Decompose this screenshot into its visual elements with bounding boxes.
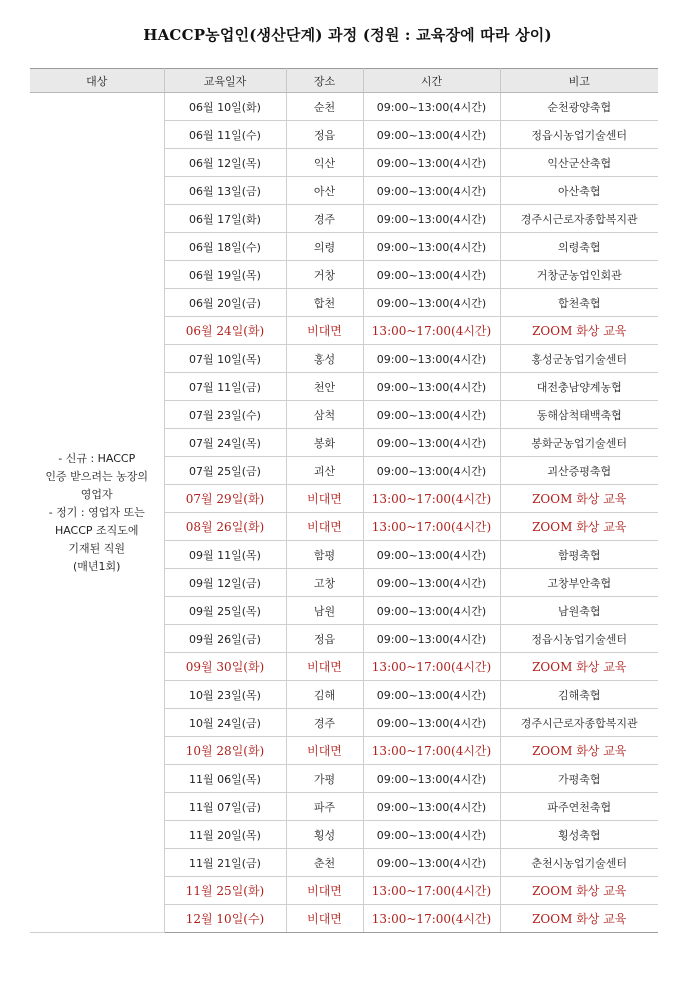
time-cell: 09:00~13:00(4시간) <box>363 569 500 597</box>
note-cell: 정읍시농업기술센터 <box>500 121 658 149</box>
time-cell: 09:00~13:00(4시간) <box>363 233 500 261</box>
place-cell: 홍성 <box>286 345 363 373</box>
place-cell: 비대면 <box>286 653 363 681</box>
date-cell: 06월 10일(화) <box>164 93 286 121</box>
place-cell: 경주 <box>286 205 363 233</box>
note-cell: 괴산증평축협 <box>500 457 658 485</box>
time-cell: 09:00~13:00(4시간) <box>363 149 500 177</box>
place-cell: 의령 <box>286 233 363 261</box>
target-line: - 정기 : 영업자 또는 <box>48 505 145 519</box>
time-cell: 09:00~13:00(4시간) <box>363 289 500 317</box>
date-cell: 06월 18일(수) <box>164 233 286 261</box>
place-cell: 김해 <box>286 681 363 709</box>
header-time: 시간 <box>363 69 500 93</box>
note-cell: 의령축협 <box>500 233 658 261</box>
time-cell: 09:00~13:00(4시간) <box>363 345 500 373</box>
time-cell: 09:00~13:00(4시간) <box>363 373 500 401</box>
note-cell: 경주시근로자종합복지관 <box>500 709 658 737</box>
schedule-table-header <box>30 69 658 93</box>
header-date: 교육일자 <box>164 69 286 93</box>
date-cell: 11월 06일(목) <box>164 765 286 793</box>
page-title: HACCP농업인(생산단계) 과정 (정원 : 교육장에 따라 상이) <box>143 26 552 44</box>
place-cell: 익산 <box>286 149 363 177</box>
note-cell: 김해축협 <box>500 681 658 709</box>
place-cell: 횡성 <box>286 821 363 849</box>
date-cell: 09월 30일(화) <box>164 653 286 681</box>
time-cell: 09:00~13:00(4시간) <box>363 177 500 205</box>
place-cell: 비대면 <box>286 317 363 345</box>
date-cell: 07월 25일(금) <box>164 457 286 485</box>
place-cell: 춘천 <box>286 849 363 877</box>
place-cell: 경주 <box>286 709 363 737</box>
note-cell: ZOOM 화상 교육 <box>500 653 658 681</box>
date-cell: 07월 10일(목) <box>164 345 286 373</box>
target-line: - 신규 : HACCP <box>58 451 136 465</box>
time-cell: 09:00~13:00(4시간) <box>363 205 500 233</box>
time-cell: 09:00~13:00(4시간) <box>363 821 500 849</box>
place-cell: 고창 <box>286 569 363 597</box>
date-cell: 11월 25일(화) <box>164 877 286 905</box>
date-cell: 11월 21일(금) <box>164 849 286 877</box>
date-cell: 09월 12일(금) <box>164 569 286 597</box>
target-line: 인증 받으려는 농장의 <box>45 469 149 483</box>
time-cell: 09:00~13:00(4시간) <box>363 121 500 149</box>
time-cell: 09:00~13:00(4시간) <box>363 681 500 709</box>
note-cell: 경주시근로자종합복지관 <box>500 205 658 233</box>
note-cell: 함평축협 <box>500 541 658 569</box>
date-cell: 06월 19일(목) <box>164 261 286 289</box>
time-cell: 13:00~17:00(4시간) <box>363 737 500 765</box>
note-cell: 횡성축협 <box>500 821 658 849</box>
schedule-table-body <box>30 93 658 933</box>
date-cell: 08월 26일(화) <box>164 513 286 541</box>
date-cell: 06월 24일(화) <box>164 317 286 345</box>
note-cell: 고창부안축협 <box>500 569 658 597</box>
place-cell: 가평 <box>286 765 363 793</box>
note-cell: 순천광양축협 <box>500 93 658 121</box>
place-cell: 천안 <box>286 373 363 401</box>
date-cell: 10월 23일(목) <box>164 681 286 709</box>
time-cell: 13:00~17:00(4시간) <box>363 905 500 933</box>
time-cell: 09:00~13:00(4시간) <box>363 597 500 625</box>
date-cell: 10월 28일(화) <box>164 737 286 765</box>
place-cell: 비대면 <box>286 877 363 905</box>
note-cell: 정읍시농업기술센터 <box>500 625 658 653</box>
time-cell: 09:00~13:00(4시간) <box>363 849 500 877</box>
note-cell: ZOOM 화상 교육 <box>500 905 658 933</box>
time-cell: 09:00~13:00(4시간) <box>363 401 500 429</box>
note-cell: 가평축협 <box>500 765 658 793</box>
place-cell: 아산 <box>286 177 363 205</box>
date-cell: 07월 11일(금) <box>164 373 286 401</box>
time-cell: 13:00~17:00(4시간) <box>363 317 500 345</box>
note-cell: ZOOM 화상 교육 <box>500 877 658 905</box>
target-cell <box>30 93 164 933</box>
note-cell: 아산축협 <box>500 177 658 205</box>
note-cell: ZOOM 화상 교육 <box>500 317 658 345</box>
place-cell: 남원 <box>286 597 363 625</box>
time-cell: 09:00~13:00(4시간) <box>363 625 500 653</box>
target-line: 기재된 직원 <box>68 541 126 555</box>
date-cell: 07월 23일(수) <box>164 401 286 429</box>
date-cell: 06월 17일(화) <box>164 205 286 233</box>
note-cell: ZOOM 화상 교육 <box>500 737 658 765</box>
place-cell: 비대면 <box>286 485 363 513</box>
header-note: 비고 <box>500 69 658 93</box>
date-cell: 06월 11일(수) <box>164 121 286 149</box>
place-cell: 괴산 <box>286 457 363 485</box>
date-cell: 06월 12일(목) <box>164 149 286 177</box>
note-cell: ZOOM 화상 교육 <box>500 485 658 513</box>
date-cell: 06월 13일(금) <box>164 177 286 205</box>
note-cell: 대전충남양계농협 <box>500 373 658 401</box>
time-cell: 09:00~13:00(4시간) <box>363 765 500 793</box>
target-line: 영업자 <box>80 487 113 501</box>
header-place: 장소 <box>286 69 363 93</box>
place-cell: 거창 <box>286 261 363 289</box>
target-line: HACCP 조직도에 <box>54 523 139 537</box>
time-cell: 09:00~13:00(4시간) <box>363 261 500 289</box>
date-cell: 10월 24일(금) <box>164 709 286 737</box>
time-cell: 09:00~13:00(4시간) <box>363 793 500 821</box>
time-cell: 09:00~13:00(4시간) <box>363 93 500 121</box>
place-cell: 순천 <box>286 93 363 121</box>
place-cell: 비대면 <box>286 905 363 933</box>
date-cell: 06월 20일(금) <box>164 289 286 317</box>
place-cell: 합천 <box>286 289 363 317</box>
note-cell: 파주연천축협 <box>500 793 658 821</box>
header-row <box>30 69 658 93</box>
note-cell: 남원축협 <box>500 597 658 625</box>
note-cell: 합천축협 <box>500 289 658 317</box>
note-cell: 춘천시농업기술센터 <box>500 849 658 877</box>
header-target: 대상 <box>30 69 164 93</box>
time-cell: 09:00~13:00(4시간) <box>363 457 500 485</box>
date-cell: 07월 29일(화) <box>164 485 286 513</box>
time-cell: 09:00~13:00(4시간) <box>363 709 500 737</box>
place-cell: 파주 <box>286 793 363 821</box>
place-cell: 비대면 <box>286 737 363 765</box>
date-cell: 09월 11일(목) <box>164 541 286 569</box>
place-cell: 비대면 <box>286 513 363 541</box>
place-cell: 함평 <box>286 541 363 569</box>
time-cell: 13:00~17:00(4시간) <box>363 653 500 681</box>
note-cell: 동해삼척태백축협 <box>500 401 658 429</box>
date-cell: 09월 26일(금) <box>164 625 286 653</box>
date-cell: 11월 07일(금) <box>164 793 286 821</box>
date-cell: 11월 20일(목) <box>164 821 286 849</box>
place-cell: 봉화 <box>286 429 363 457</box>
note-cell: ZOOM 화상 교육 <box>500 513 658 541</box>
note-cell: 봉화군농업기술센터 <box>500 429 658 457</box>
place-cell: 정읍 <box>286 121 363 149</box>
table-row <box>30 93 658 121</box>
target-line: (매년1회) <box>73 559 121 573</box>
date-cell: 12월 10일(수) <box>164 905 286 933</box>
time-cell: 09:00~13:00(4시간) <box>363 541 500 569</box>
time-cell: 09:00~13:00(4시간) <box>363 429 500 457</box>
note-cell: 거창군농업인회관 <box>500 261 658 289</box>
date-cell: 09월 25일(목) <box>164 597 286 625</box>
time-cell: 13:00~17:00(4시간) <box>363 485 500 513</box>
schedule-table <box>30 68 658 933</box>
date-cell: 07월 24일(목) <box>164 429 286 457</box>
place-cell: 삼척 <box>286 401 363 429</box>
note-cell: 홍성군농업기술센터 <box>500 345 658 373</box>
time-cell: 13:00~17:00(4시간) <box>363 877 500 905</box>
time-cell: 13:00~17:00(4시간) <box>363 513 500 541</box>
note-cell: 익산군산축협 <box>500 149 658 177</box>
place-cell: 정읍 <box>286 625 363 653</box>
